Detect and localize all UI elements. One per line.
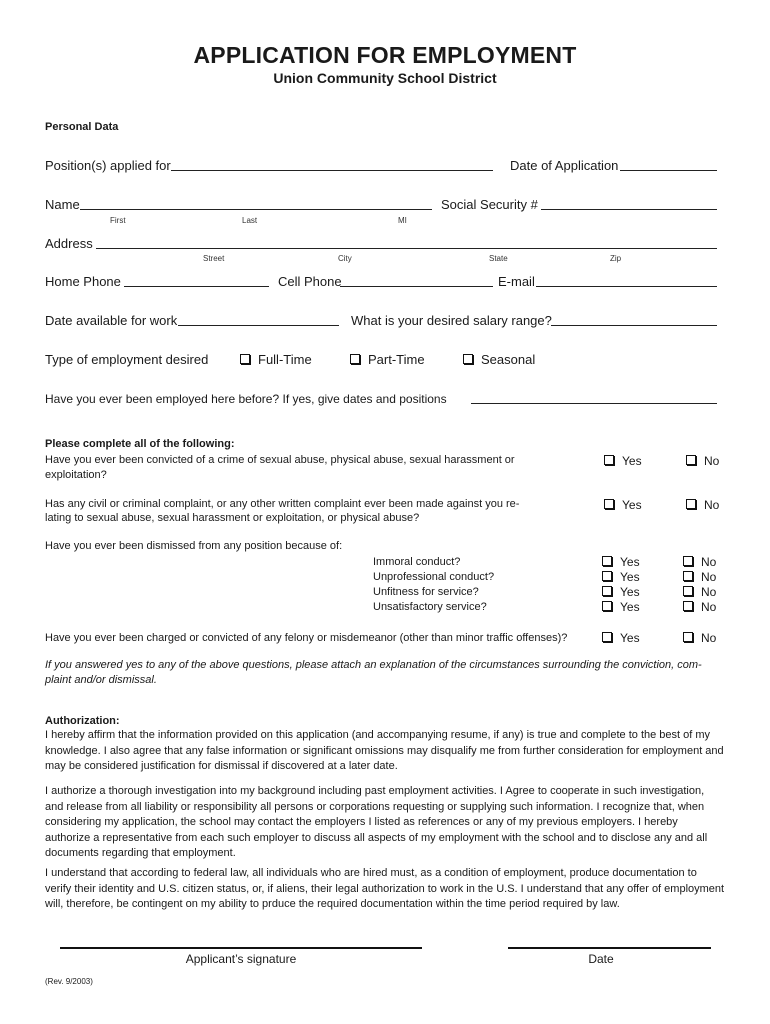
checkbox-icon [602,601,612,611]
date-available-field[interactable] [178,313,339,326]
name-field[interactable] [80,197,432,210]
checkbox-icon [350,354,360,364]
checkbox-icon [240,354,250,364]
applicant-signature-label: Applicant’s signature [185,952,297,966]
checkbox-icon [463,354,473,364]
cell-phone-field[interactable] [340,274,493,287]
checkbox-icon [686,455,696,465]
question-3: Have you ever been dismissed from any position because of: [45,540,343,552]
checkbox-icon [683,632,693,642]
question-1-line1: Have you ever been convicted of a crime of sexual abuse, physical abuse, sexual harassment or [45,454,515,466]
date-available-label: Date available for work [45,313,178,328]
name-mi-caption: MI [398,216,407,225]
authorization-paragraph-3: I understand that according to federal law, all individuals who are hired must, as a condition of employment, produce documentation to verify their identity and U.S. citizen status, or, if aliens, their legal authorization to work in the U.S. I understand that any offer of employment will, therefore, be contingent on my ability to prduce the required documentation within the time period required by law. [45,867,725,910]
immoral-conduct-no[interactable]: No [683,555,716,569]
unfitness-no[interactable]: No [683,585,716,599]
explanation-note-line1: If you answered yes to any of the above questions, please attach an explanation of the circumstances surrounding the conviction, com- [45,659,702,671]
authorization-paragraph-2: I authorize a thorough investigation into my background including past employment activities. I Agree to cooperate in such investigation, and release from all liability or responsibility all persons or corporations requesting or supplying such information. I recognize that, when considering my application, the school may contact the employers I listed as references or any of my previous employers. I hereby authorize a representative from each such employer to discuss all aspects of my employment with the school and to disclose any and all documents regarding that employment. [45,785,708,859]
position-label: Position(s) applied for [45,158,171,173]
address-city-caption: City [338,254,352,263]
question-2-line1: Has any civil or criminal complaint, or any other written complaint ever been made against you re- [45,498,520,510]
part-time-checkbox[interactable]: Part-Time [350,352,425,367]
employment-type-label: Type of employment desired [45,352,209,367]
home-phone-field[interactable] [124,274,269,287]
name-label: Name [45,197,80,212]
question-2-no[interactable]: No [686,498,719,512]
unfitness-label: Unfitness for service? [373,586,479,598]
personal-data-heading: Personal Data [45,121,119,133]
question-1-no[interactable]: No [686,454,719,468]
question-1-yes[interactable]: Yes [604,454,642,468]
unprofessional-conduct-no[interactable]: No [683,570,716,584]
checkbox-icon [602,571,612,581]
email-label: E-mail [498,274,535,289]
question-4-no[interactable]: No [683,631,716,645]
unfitness-yes[interactable]: Yes [602,585,640,599]
ssn-field[interactable] [541,197,717,210]
authorization-heading: Authorization: [45,715,120,727]
unprofessional-conduct-label: Unprofessional conduct? [373,571,495,583]
ssn-label: Social Security # [441,197,538,212]
home-phone-label: Home Phone [45,274,121,289]
checkbox-icon [604,455,614,465]
checkbox-icon [604,499,614,509]
question-4-yes[interactable]: Yes [602,631,640,645]
question-4: Have you ever been charged or convicted of any felony or misdemeanor (other than minor traffic offenses)? [45,632,568,644]
checkbox-icon [683,556,693,566]
checkbox-icon [683,601,693,611]
question-2-line2: lating to sexual abuse, sexual harassment or exploitation, or physical abuse? [45,512,420,524]
unsatisfactory-service-no[interactable]: No [683,600,716,614]
question-1-line2: exploitation? [45,469,107,481]
address-state-caption: State [489,254,508,263]
checkbox-icon [683,571,693,581]
revision-note: (Rev. 9/2003) [45,977,93,986]
date-of-application-field[interactable] [620,158,717,171]
address-street-caption: Street [203,254,225,263]
unprofessional-conduct-yes[interactable]: Yes [602,570,640,584]
salary-range-field[interactable] [551,313,717,326]
signature-date-label: Date [588,952,614,966]
questions-heading: Please complete all of the following: [45,438,235,450]
checkbox-icon [602,586,612,596]
unsatisfactory-service-yes[interactable]: Yes [602,600,640,614]
page-title: APPLICATION FOR EMPLOYMENT [193,42,577,68]
date-of-application-label: Date of Application [510,158,619,173]
applicant-signature-line[interactable] [60,947,422,949]
address-zip-caption: Zip [610,254,622,263]
checkbox-icon [602,632,612,642]
full-time-checkbox[interactable]: Full-Time [240,352,312,367]
address-label: Address [45,236,93,251]
district-name: Union Community School District [273,70,497,86]
authorization-paragraph-1: I hereby affirm that the information provided on this application (and accompanying resume, if any) is true and complete to the best of my knowledge. I also agree that any false information or significant omissions may disqualify me from further consideration for employment and may be considered justification for dismissal if discovered at a later date. [45,729,724,772]
unsatisfactory-service-label: Unsatisfactory service? [373,601,487,613]
seasonal-checkbox[interactable]: Seasonal [463,352,535,367]
explanation-note-line2: plaint and/or dismissal. [45,674,157,686]
question-2-yes[interactable]: Yes [604,498,642,512]
checkbox-icon [683,586,693,596]
address-field[interactable] [96,236,717,249]
checkbox-icon [686,499,696,509]
name-last-caption: Last [242,216,258,225]
name-first-caption: First [110,216,126,225]
signature-date-line[interactable] [508,947,711,949]
immoral-conduct-yes[interactable]: Yes [602,555,640,569]
immoral-conduct-label: Immoral conduct? [373,556,461,568]
salary-range-label: What is your desired salary range? [351,313,552,328]
email-field[interactable] [536,274,717,287]
cell-phone-label: Cell Phone [278,274,342,289]
prior-employment-field[interactable] [471,391,717,404]
prior-employment-label: Have you ever been employed here before? If yes, give dates and positions [45,392,447,406]
checkbox-icon [602,556,612,566]
position-field[interactable] [171,158,493,171]
